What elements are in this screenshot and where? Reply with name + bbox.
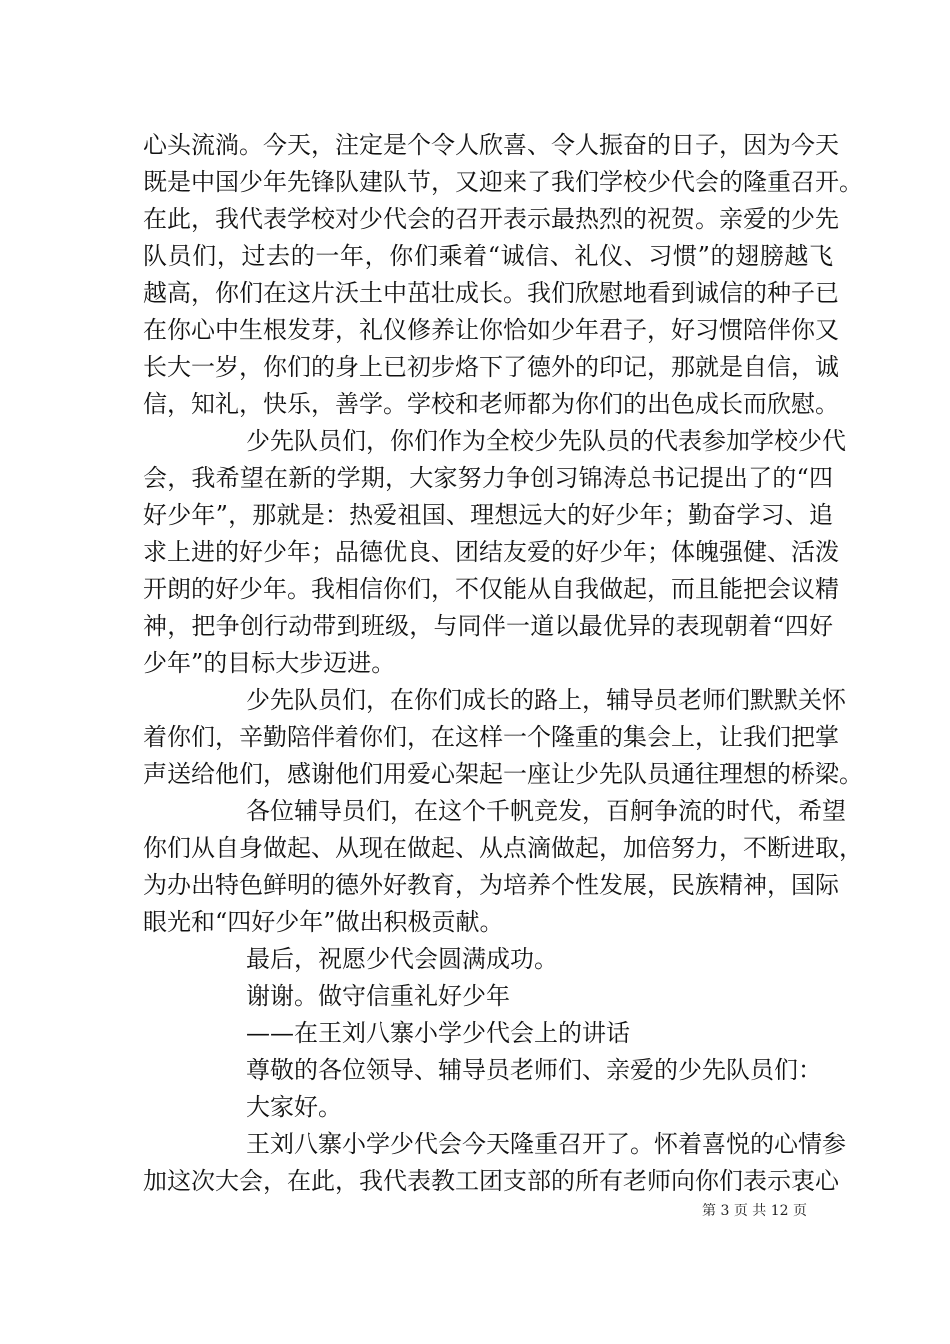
paragraph-first-line: 王刘八寨小学少代会今天隆重召开了。怀着喜悦的心情参 xyxy=(246,1130,846,1158)
text-line: 着你们，辛勤陪伴着你们，在这样一个隆重的集会上，让我们把掌 xyxy=(143,723,839,751)
closing-wish: 最后，祝愿少代会圆满成功。 xyxy=(246,945,558,973)
speech-subtitle: ——在王刘八寨小学少代会上的讲话 xyxy=(246,1019,630,1047)
text-line: 越高，你们在这片沃土中茁壮成长。我们欣慰地看到诚信的种子已 xyxy=(143,279,839,307)
text-line: 少年”的目标大步迈进。 xyxy=(143,649,396,677)
text-line: 会，我希望在新的学期，大家努力争创习锦涛总书记提出了的“四 xyxy=(143,464,833,492)
text-line: 开朗的好少年。我相信你们，不仅能从自我做起，而且能把会议精 xyxy=(143,575,839,603)
paragraph-first-line: 各位辅导员们，在这个千帆竞发，百舸争流的时代，希望 xyxy=(246,797,846,825)
speech-title: 谢谢。做守信重礼好少年 xyxy=(246,982,510,1010)
text-line: 眼光和“四好少年”做出积极贡献。 xyxy=(143,908,504,936)
text-line: 长大一岁，你们的身上已初步烙下了德外的印记，那就是自信，诚 xyxy=(143,353,839,381)
text-line: 神，把争创行动带到班级，与同伴一道以最优异的表现朝着“四好 xyxy=(143,612,833,640)
text-line: 在你心中生根发芽，礼仪修养让你恰如少年君子，好习惯陪伴你又 xyxy=(143,316,839,344)
text-line: 既是中国少年先锋队建队节，又迎来了我们学校少代会的隆重召开。 xyxy=(143,168,863,196)
text-line: 加这次大会，在此，我代表教工团支部的所有老师向你们表示衷心 xyxy=(143,1167,839,1195)
text-line: 声送给他们，感谢他们用爱心架起一座让少先队员通往理想的桥梁。 xyxy=(143,760,863,788)
text-line: 队员们，过去的一年，你们乘着“诚信、礼仪、习惯”的翅膀越飞 xyxy=(143,242,833,270)
text-line: 心头流淌。今天，注定是个令人欣喜、令人振奋的日子，因为今天 xyxy=(143,131,839,159)
salutation: 尊敬的各位领导、辅导员老师们、亲爱的少先队员们： xyxy=(246,1056,822,1084)
page-number: 第 3 页 共 12 页 xyxy=(702,1203,807,1219)
text-line: 为办出特色鲜明的德外好教育，为培养个性发展，民族精神，国际 xyxy=(143,871,839,899)
text-line: 好少年”，那就是：热爱祖国、理想远大的好少年；勤奋学习、追 xyxy=(143,501,833,529)
paragraph-first-line: 少先队员们，你们作为全校少先队员的代表参加学校少代 xyxy=(246,427,846,455)
text-line: 信，知礼，快乐，善学。学校和老师都为你们的出色成长而欣慰。 xyxy=(143,390,839,418)
text-line: 在此，我代表学校对少代会的召开表示最热烈的祝贺。亲爱的少先 xyxy=(143,205,839,233)
paragraph-first-line: 少先队员们，在你们成长的路上，辅导员老师们默默关怀 xyxy=(246,686,846,714)
text-line: 求上进的好少年；品德优良、团结友爱的好少年；体魄强健、活泼 xyxy=(143,538,839,566)
text-line: 你们从自身做起、从现在做起、从点滴做起，加倍努力，不断进取， xyxy=(143,834,863,862)
greeting: 大家好。 xyxy=(246,1093,342,1121)
